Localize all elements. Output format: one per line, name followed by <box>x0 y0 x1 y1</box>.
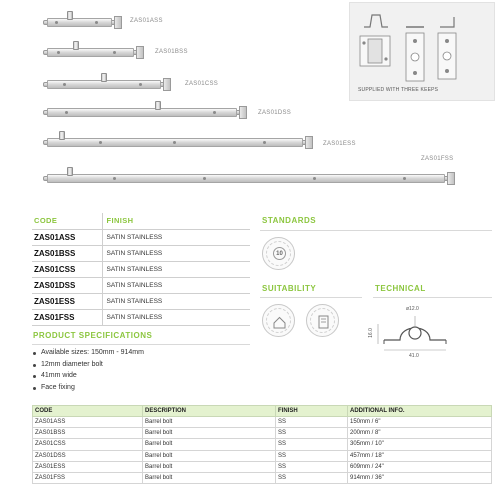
info-finish-header: FINISH <box>276 406 348 417</box>
product-info-table <box>32 405 492 484</box>
standards-heading: STANDARDS <box>262 216 317 225</box>
info-code-header: CODE <box>33 406 143 417</box>
info-additional-cell: 150mm / 6" <box>348 417 492 428</box>
info-description-cell: Barrel bolt <box>143 439 276 450</box>
info-additional-header: ADDITIONAL INFO. <box>348 406 492 417</box>
info-finish-cell: SS <box>276 450 348 461</box>
suitability-heading: SUITABILITY <box>262 284 317 293</box>
technical-rule <box>373 297 492 298</box>
list-item: Available sizes: 150mm - 914mm <box>32 347 144 359</box>
building-icon <box>307 305 340 338</box>
bolt-label-f: ZAS01FSS <box>421 156 454 162</box>
guarantee-badge <box>262 237 295 270</box>
info-description-cell: Barrel bolt <box>143 461 276 472</box>
list-item: 41mm wide <box>32 370 144 382</box>
list-item: 12mm diameter bolt <box>32 359 144 371</box>
code-cell: ZAS01ASS <box>32 229 102 245</box>
info-code-cell: ZAS01ASS <box>33 417 143 428</box>
technical-heading: TECHNICAL <box>375 284 426 293</box>
internal-door-badge <box>262 304 295 337</box>
table-row <box>33 450 492 461</box>
info-additional-cell: 609mm / 24" <box>348 461 492 472</box>
info-description-cell: Barrel bolt <box>143 450 276 461</box>
table-row <box>33 461 492 472</box>
info-code-cell: ZAS01CSS <box>33 439 143 450</box>
table-row <box>32 293 250 309</box>
product-specifications-heading: PRODUCT SPECIFICATIONS <box>33 331 153 340</box>
bolt-image-f <box>43 172 451 185</box>
guarantee-badge-number: 10 <box>273 247 286 260</box>
info-additional-cell: 914mm / 36" <box>348 472 492 483</box>
code-cell: ZAS01ESS <box>32 293 102 309</box>
dimension-width: 41.0 <box>409 353 419 359</box>
dimension-height: 16.0 <box>367 328 374 338</box>
table-row <box>32 245 250 261</box>
code-column-header: CODE <box>32 213 102 229</box>
finish-cell: SATIN STAINLESS <box>102 277 250 293</box>
commercial-door-badge <box>306 304 339 337</box>
info-finish-cell: SS <box>276 472 348 483</box>
code-finish-table <box>32 213 250 326</box>
list-item: Face fixing <box>32 382 144 394</box>
suitability-rule <box>260 297 362 298</box>
dimension-diameter: ø12.0 <box>406 306 419 312</box>
technical-drawing <box>367 302 480 364</box>
info-additional-cell: 457mm / 18" <box>348 450 492 461</box>
info-finish-cell: SS <box>276 428 348 439</box>
bolt-image-c <box>43 78 167 91</box>
bolt-label-c: ZAS01CSS <box>185 81 219 87</box>
info-code-cell: ZAS01DSS <box>33 450 143 461</box>
table-row <box>32 277 250 293</box>
info-description-cell: Barrel bolt <box>143 472 276 483</box>
table-row <box>33 439 492 450</box>
keeps-illustration-box <box>349 2 495 101</box>
finish-cell: SATIN STAINLESS <box>102 309 250 325</box>
code-finish-header-row <box>32 213 250 229</box>
standards-rule <box>260 230 492 231</box>
info-description-cell: Barrel bolt <box>143 417 276 428</box>
bolt-image-a <box>43 16 118 29</box>
finish-cell: SATIN STAINLESS <box>102 261 250 277</box>
info-finish-cell: SS <box>276 461 348 472</box>
info-header-row <box>33 406 492 417</box>
finish-cell: SATIN STAINLESS <box>102 293 250 309</box>
info-finish-cell: SS <box>276 439 348 450</box>
table-row <box>33 417 492 428</box>
code-cell: ZAS01DSS <box>32 277 102 293</box>
table-row <box>32 261 250 277</box>
bolt-label-b: ZAS01BSS <box>155 49 188 55</box>
keeps-caption: SUPPLIED WITH THREE KEEPS <box>358 87 439 93</box>
bolt-label-d: ZAS01DSS <box>258 110 292 116</box>
bolt-label-e: ZAS01ESS <box>323 141 356 147</box>
info-finish-cell: SS <box>276 417 348 428</box>
bolt-image-d <box>43 106 243 119</box>
info-code-cell: ZAS01ESS <box>33 461 143 472</box>
specs-rule <box>32 344 250 345</box>
finish-cell: SATIN STAINLESS <box>102 229 250 245</box>
info-additional-cell: 305mm / 10" <box>348 439 492 450</box>
info-description-header: DESCRIPTION <box>143 406 276 417</box>
table-row <box>32 309 250 325</box>
bolt-image-e <box>43 136 309 149</box>
code-cell: ZAS01FSS <box>32 309 102 325</box>
bolt-image-b <box>43 46 140 59</box>
finish-cell: SATIN STAINLESS <box>102 245 250 261</box>
table-row <box>33 472 492 483</box>
info-code-cell: ZAS01FSS <box>33 472 143 483</box>
bolt-label-a: ZAS01ASS <box>130 18 163 24</box>
finish-column-header: FINISH <box>102 213 250 229</box>
house-icon <box>263 305 296 338</box>
info-code-cell: ZAS01BSS <box>33 428 143 439</box>
code-cell: ZAS01CSS <box>32 261 102 277</box>
info-description-cell: Barrel bolt <box>143 428 276 439</box>
code-cell: ZAS01BSS <box>32 245 102 261</box>
table-row <box>32 229 250 245</box>
info-additional-cell: 200mm / 8" <box>348 428 492 439</box>
table-row <box>33 428 492 439</box>
specifications-list <box>32 347 144 393</box>
